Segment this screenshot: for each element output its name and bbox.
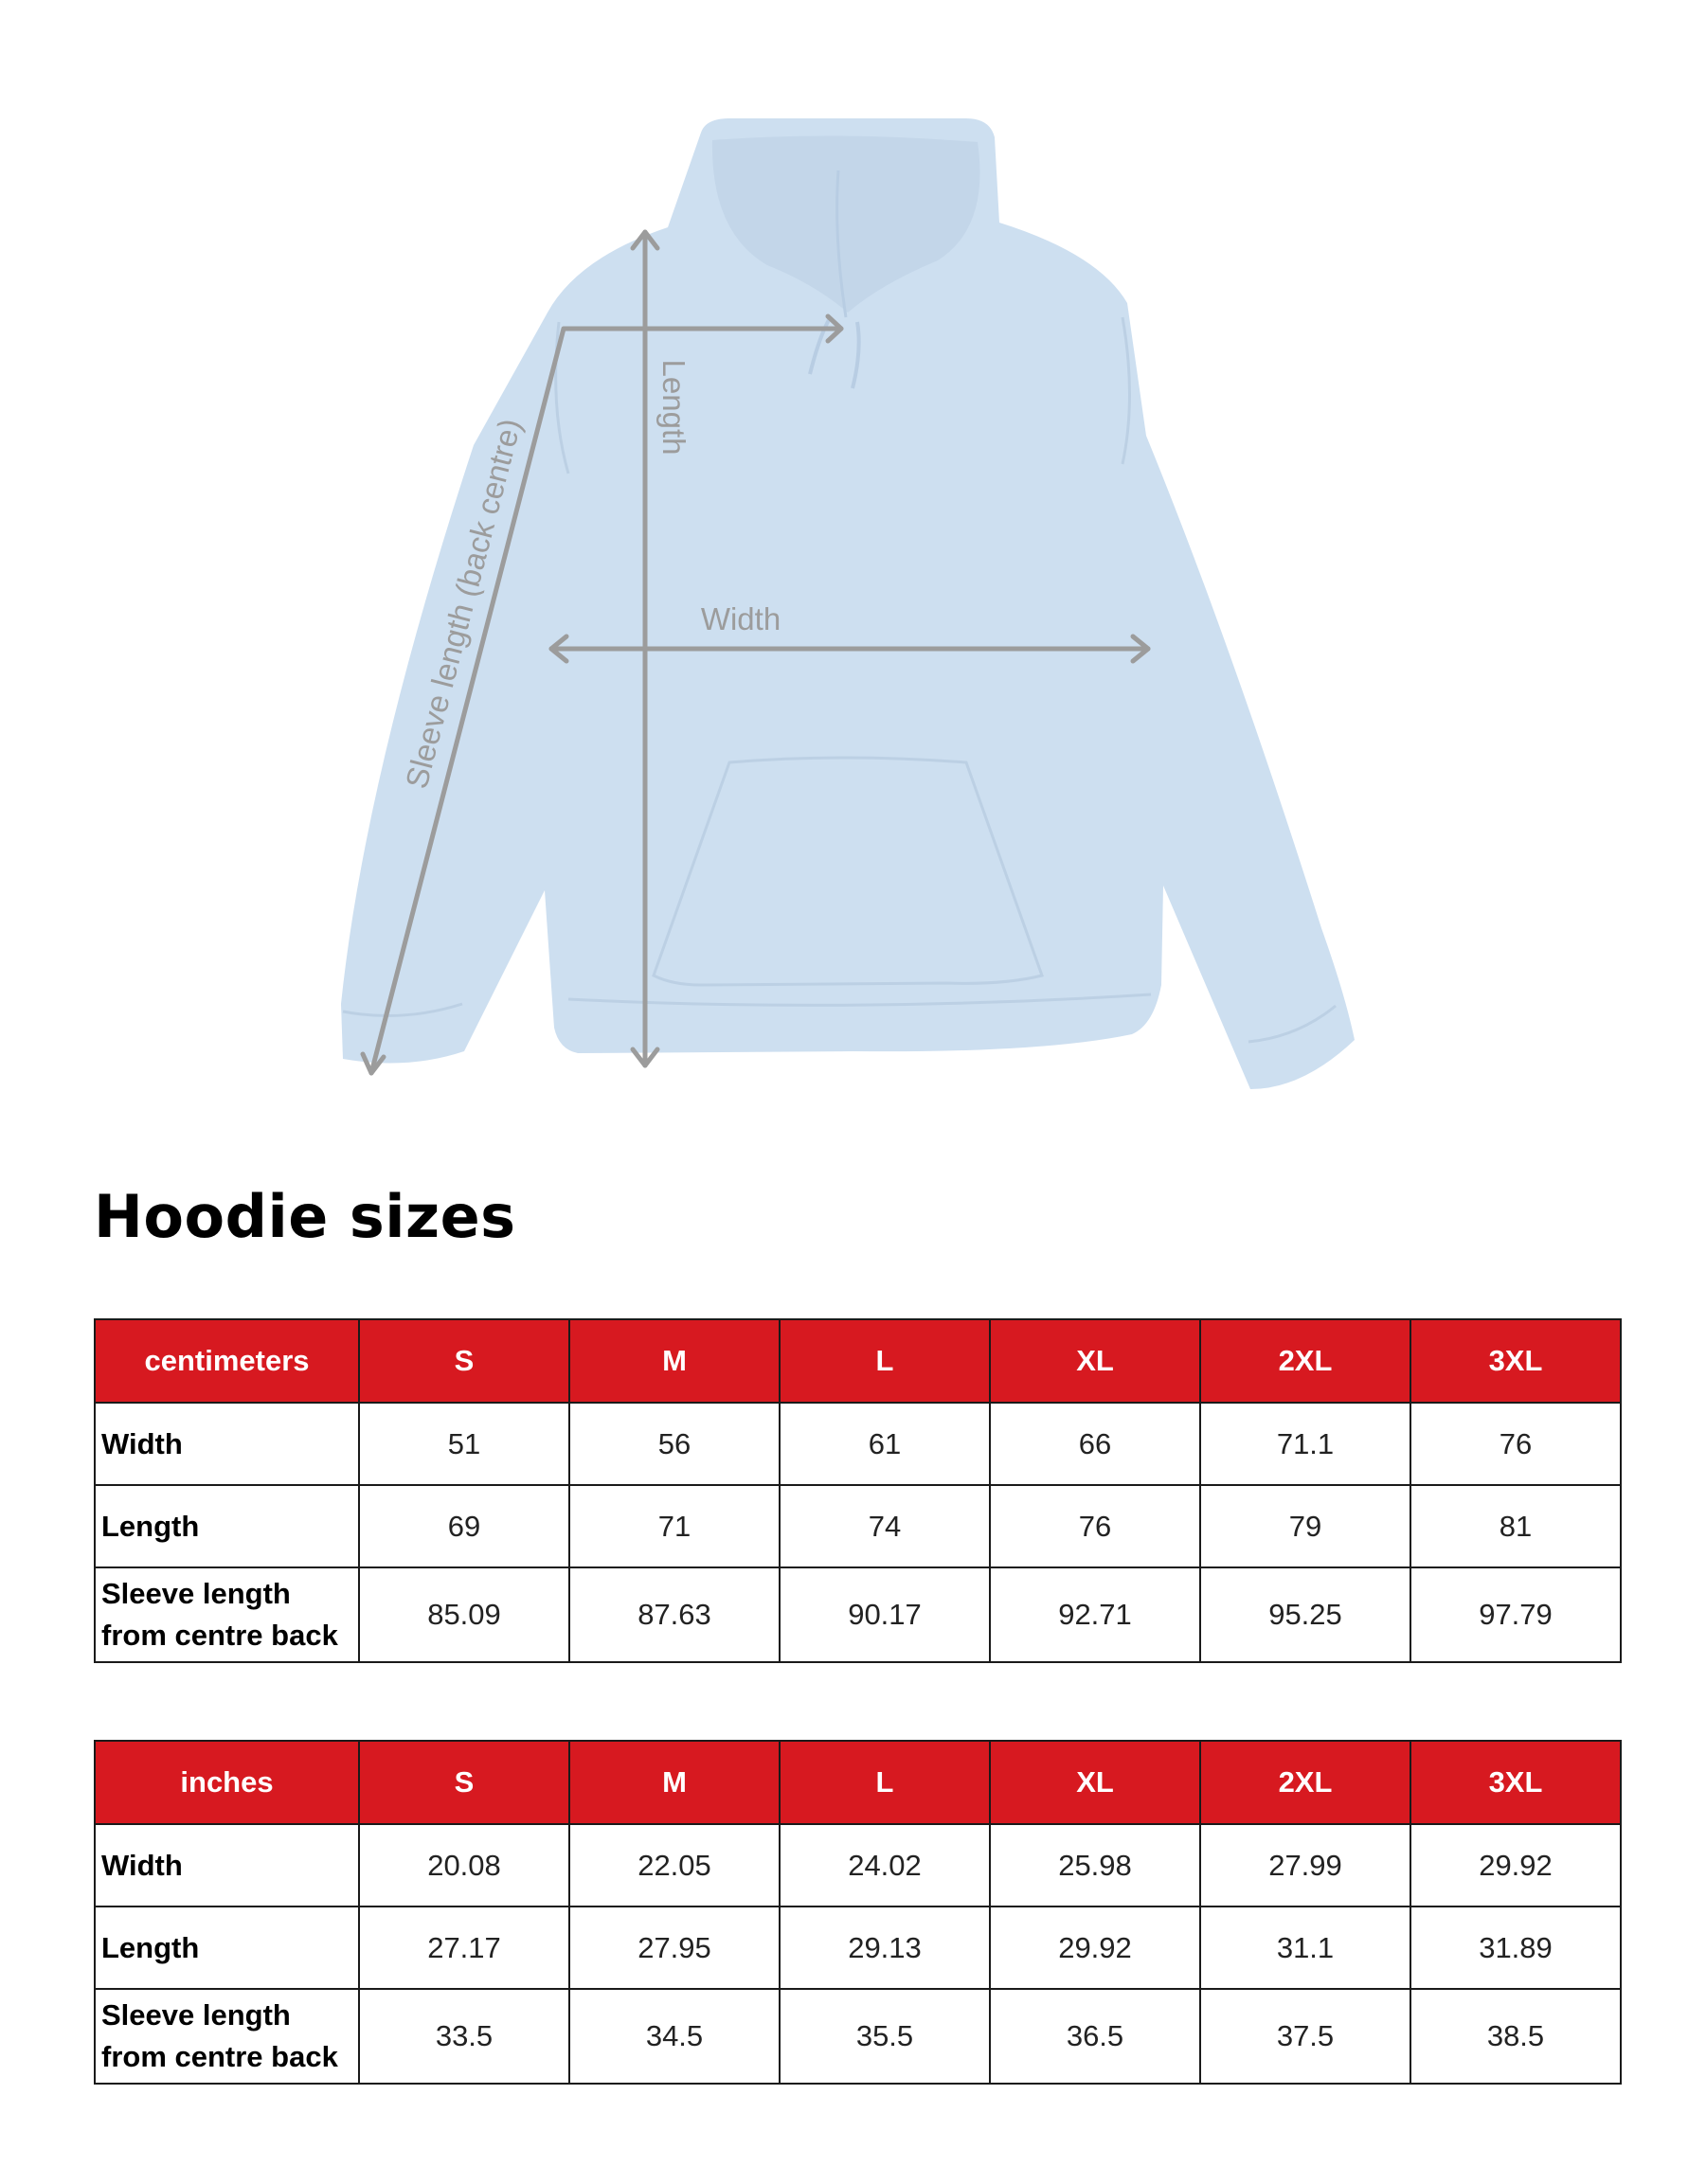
table-cell: 20.08 (359, 1824, 569, 1907)
row-label-line: from centre back (101, 1619, 338, 1652)
table-cell: 71 (569, 1485, 780, 1567)
sleeve-label: Sleeve length (back centre) (398, 415, 529, 793)
table-cell: 31.1 (1200, 1907, 1410, 1989)
table-header-row (95, 1319, 1621, 1403)
size-header: L (780, 1741, 990, 1824)
table-cell: 81 (1410, 1485, 1621, 1567)
unit-header: centimeters (95, 1319, 359, 1403)
width-label: Width (700, 601, 781, 636)
table-cell: 29.92 (1410, 1824, 1621, 1907)
size-header: L (780, 1319, 990, 1403)
table-cell: 87.63 (569, 1567, 780, 1662)
table-header-row (95, 1741, 1621, 1824)
table-cell: 66 (990, 1403, 1200, 1485)
table-cell: 22.05 (569, 1824, 780, 1907)
table-row (95, 1567, 1621, 1662)
row-label-line: Sleeve length (101, 1998, 291, 2032)
table-cell: 27.17 (359, 1907, 569, 1989)
row-label-width: Width (95, 1403, 359, 1485)
size-table-centimeters (94, 1318, 1622, 1663)
size-header: S (359, 1741, 569, 1824)
table-cell: 29.13 (780, 1907, 990, 1989)
row-label-sleeve (95, 1989, 359, 2084)
size-header: M (569, 1741, 780, 1824)
table-cell: 38.5 (1410, 1989, 1621, 2084)
table-cell: 90.17 (780, 1567, 990, 1662)
size-table-inches (94, 1740, 1622, 2085)
table-cell: 31.89 (1410, 1907, 1621, 1989)
row-label-line: Sleeve length (101, 1577, 291, 1610)
table-cell: 34.5 (569, 1989, 780, 2084)
row-label-length: Length (95, 1907, 359, 1989)
table-cell: 25.98 (990, 1824, 1200, 1907)
row-label-line: from centre back (101, 2040, 338, 2073)
table-row (95, 1403, 1621, 1485)
table-row (95, 1989, 1621, 2084)
size-header: S (359, 1319, 569, 1403)
row-label-sleeve (95, 1567, 359, 1662)
table-cell: 97.79 (1410, 1567, 1621, 1662)
size-header: 2XL (1200, 1741, 1410, 1824)
table-cell: 35.5 (780, 1989, 990, 2084)
table-row (95, 1824, 1621, 1907)
table-row (95, 1907, 1621, 1989)
table-cell: 27.95 (569, 1907, 780, 1989)
table-cell: 61 (780, 1403, 990, 1485)
table-cell: 27.99 (1200, 1824, 1410, 1907)
size-header: XL (990, 1319, 1200, 1403)
table-cell: 33.5 (359, 1989, 569, 2084)
size-header: XL (990, 1741, 1200, 1824)
table-cell: 76 (990, 1485, 1200, 1567)
table-cell: 71.1 (1200, 1403, 1410, 1485)
unit-header: inches (95, 1741, 359, 1824)
table-cell: 56 (569, 1403, 780, 1485)
table-cell: 95.25 (1200, 1567, 1410, 1662)
table-cell: 37.5 (1200, 1989, 1410, 2084)
table-cell: 36.5 (990, 1989, 1200, 2084)
table-row (95, 1485, 1621, 1567)
row-label-length: Length (95, 1485, 359, 1567)
table-cell: 51 (359, 1403, 569, 1485)
table-cell: 92.71 (990, 1567, 1200, 1662)
page-title: Hoodie sizes (94, 1182, 516, 1251)
size-header: M (569, 1319, 780, 1403)
table-cell: 85.09 (359, 1567, 569, 1662)
table-cell: 24.02 (780, 1824, 990, 1907)
size-header: 2XL (1200, 1319, 1410, 1403)
size-header: 3XL (1410, 1319, 1621, 1403)
table-cell: 69 (359, 1485, 569, 1567)
row-label-width: Width (95, 1824, 359, 1907)
table-cell: 29.92 (990, 1907, 1200, 1989)
table-cell: 76 (1410, 1403, 1621, 1485)
size-header: 3XL (1410, 1741, 1621, 1824)
length-label: Length (656, 359, 691, 456)
table-cell: 79 (1200, 1485, 1410, 1567)
table-cell: 74 (780, 1485, 990, 1567)
